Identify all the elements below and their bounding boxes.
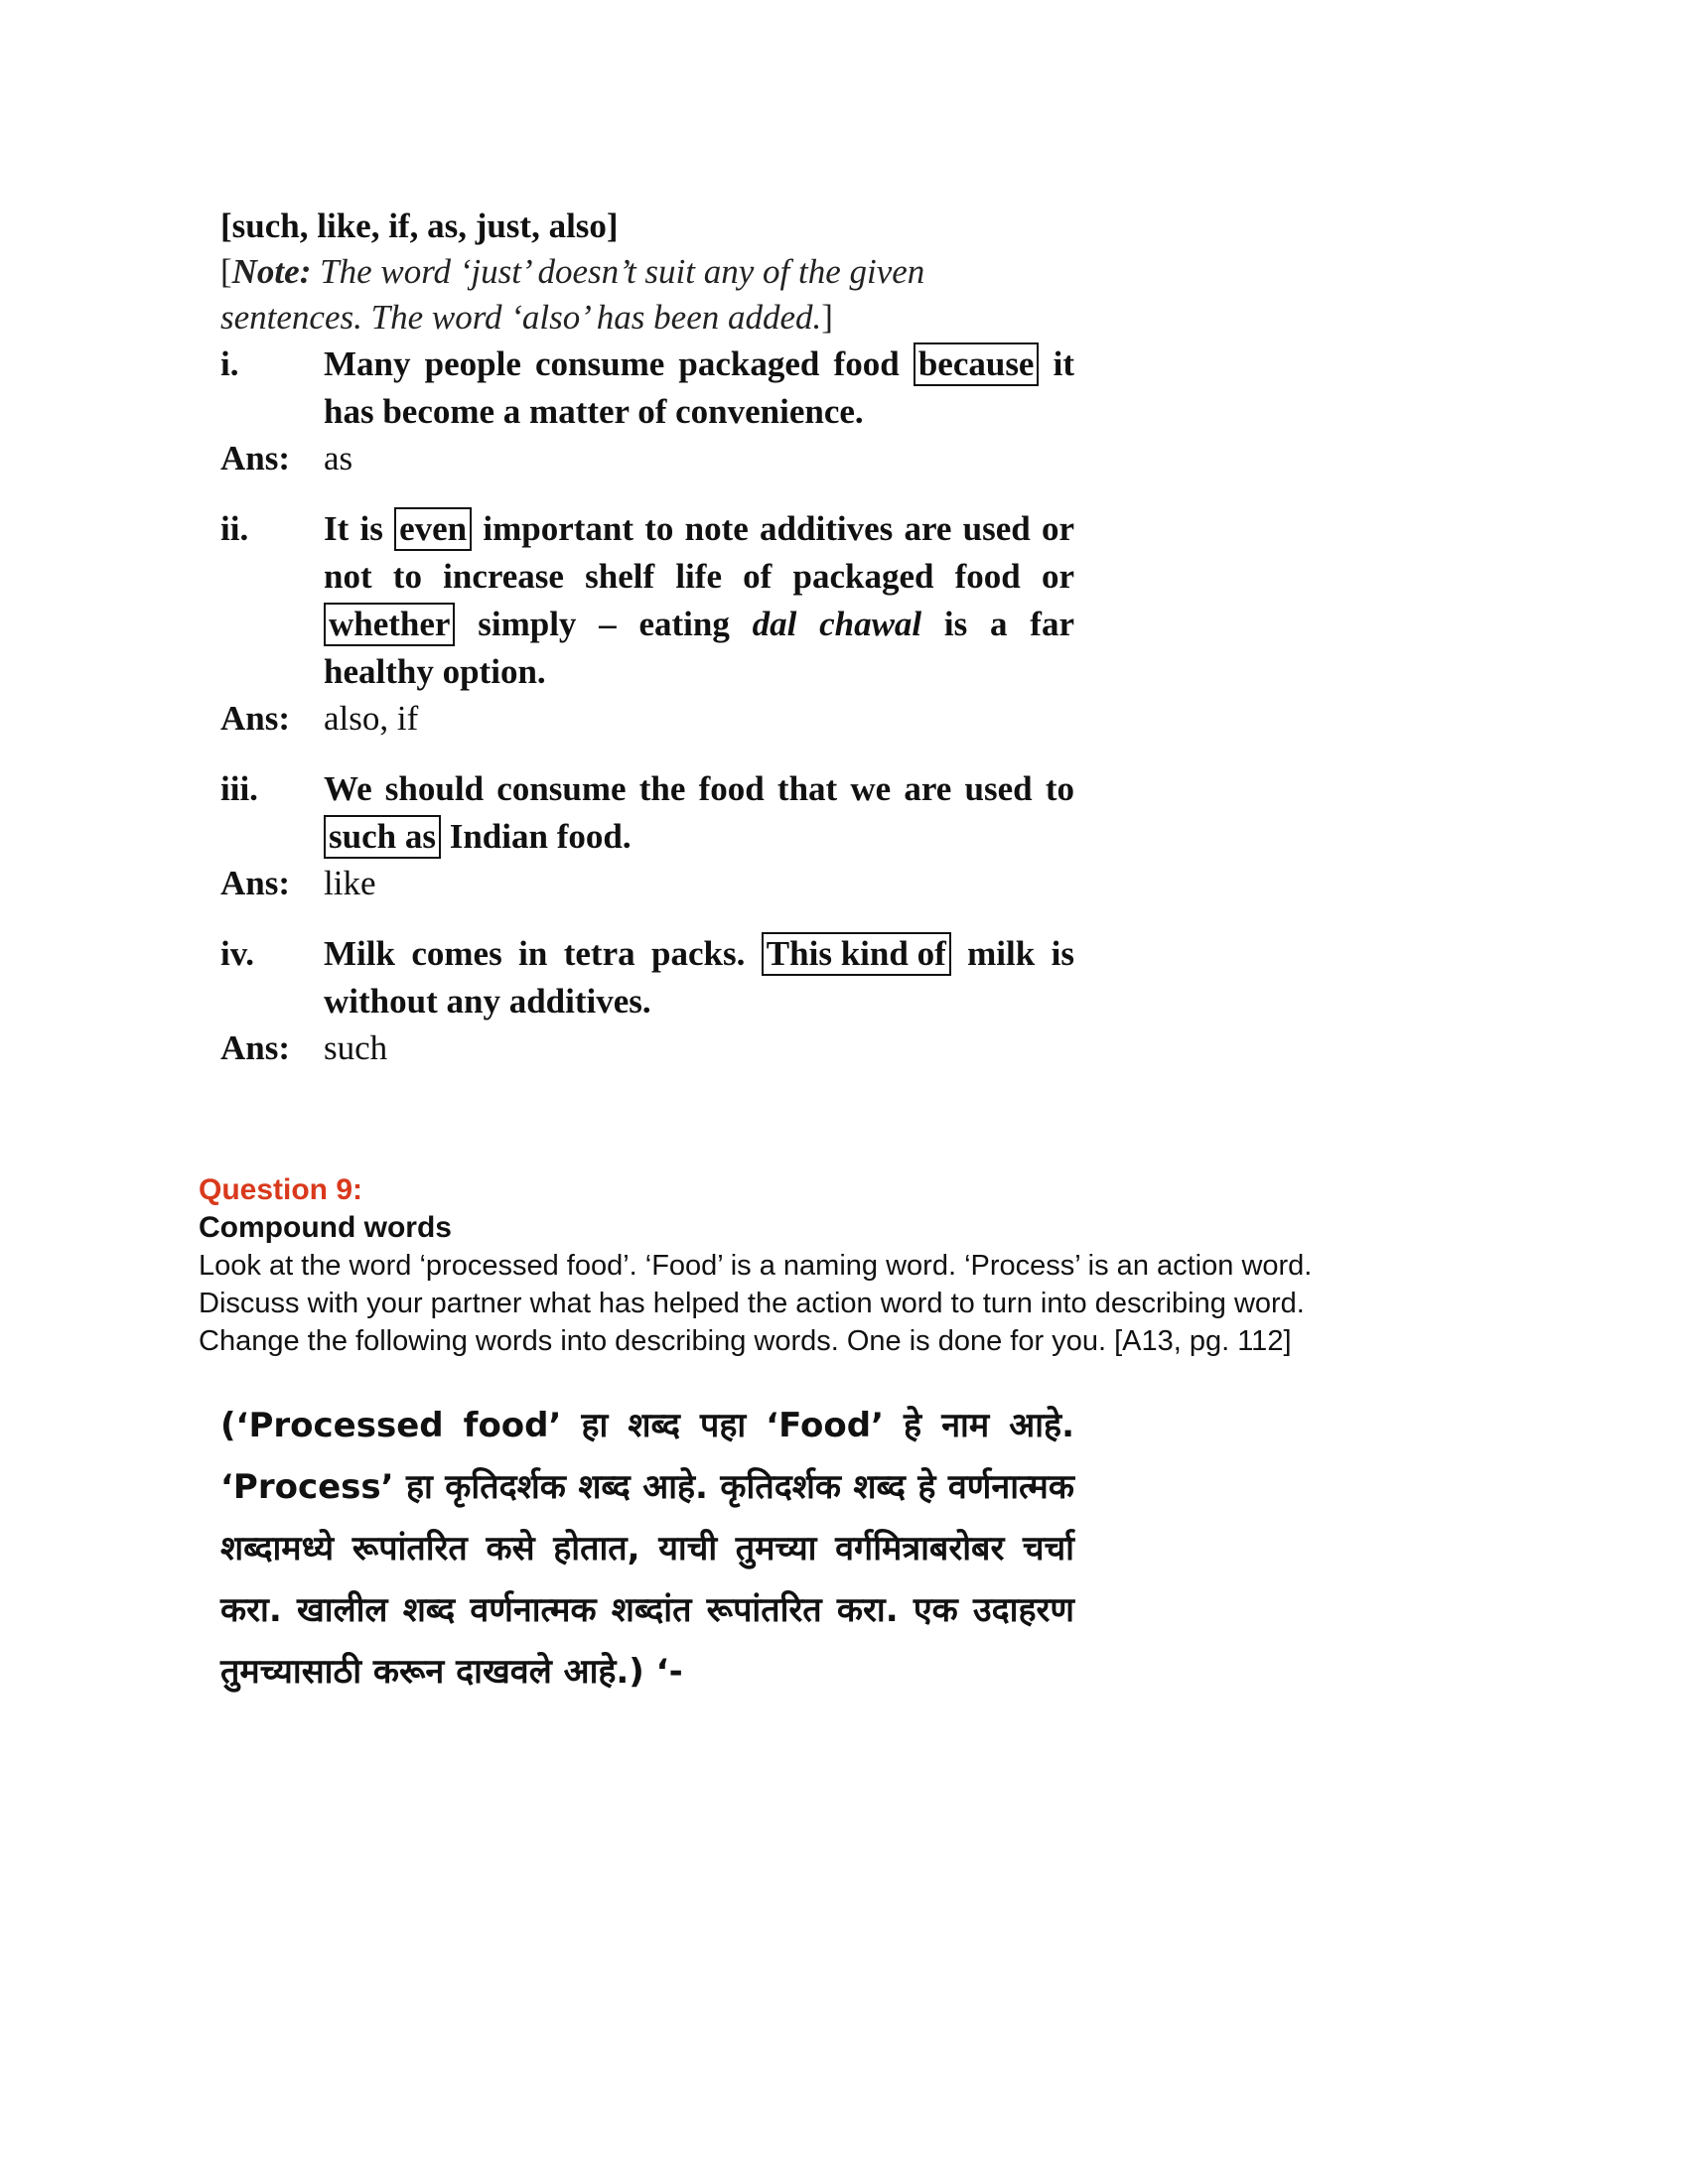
item-number: i. — [220, 344, 239, 383]
sentence-text: Milk comes in tetra packs. — [324, 934, 762, 973]
answer-label: Ans: — [220, 699, 291, 738]
marathi-instruction: (‘Processed food’ हा शब्द पहा ‘Food’ हे नाम आहे. ‘Process’ हा कृतिदर्शक शब्द आहे. कृतिदर्शक शब्द हे वर्णनात्मक शब्दामध्ये रूपांतरित कसे होतात, याची तुमच्या वर्गमित्राबरोबर चर्चा करा. खालील शब्द वर्णनात्मक शब्दांत रूपांतरित करा. एक उदाहरण तुमच्यासाठी करून दाखवले आहे.) ‘- — [220, 1406, 1074, 1692]
exercise-item — [220, 930, 1074, 1025]
boxed-word: such as — [324, 815, 441, 859]
answer-value: also, if — [324, 699, 419, 738]
answer-value: such — [324, 1028, 388, 1067]
answer-label: Ans: — [220, 864, 291, 902]
item-sentence — [324, 341, 1074, 436]
answer-row — [220, 1025, 1074, 1071]
question-9 — [199, 1171, 1529, 1360]
sentence-text: Many people consume packaged food — [324, 344, 914, 383]
sentence-text: it has become a matter of convenience. — [324, 344, 1074, 431]
question-title: Question 9: — [199, 1173, 363, 1206]
exercise-item — [220, 505, 1074, 696]
note — [220, 249, 1074, 341]
item-sentence — [324, 765, 1074, 861]
boxed-word: whether — [324, 603, 455, 646]
exercise-item — [220, 341, 1074, 436]
boxed-word: because — [914, 342, 1040, 386]
item-number: iv. — [220, 934, 255, 973]
note-open-bracket: [ — [220, 252, 232, 291]
note-text: The word ‘just’ doesn’t suit any of the given sentences. The word ‘also’ has been added. — [220, 252, 925, 337]
sentence-text: simply – eating — [455, 605, 753, 643]
sentence-text: is a far healthy option. — [324, 605, 1074, 691]
question-line: Change the following words into describing words. One is done for you. [A13, pg. 112] — [199, 1325, 1292, 1357]
item-number: ii. — [220, 509, 249, 548]
note-close-bracket: ] — [821, 298, 833, 337]
question-line: Look at the word ‘processed food’. ‘Food’ is a naming word. ‘Process’ is an action word. — [199, 1250, 1313, 1282]
item-sentence — [324, 930, 1074, 1025]
item-sentence — [324, 505, 1074, 696]
question-subtitle: Compound words — [199, 1211, 452, 1244]
answer-value: like — [324, 864, 376, 902]
boxed-word: even — [394, 507, 472, 551]
italic-phrase: dal chawal — [752, 605, 922, 643]
exercise-item — [220, 765, 1074, 861]
answer-row — [220, 861, 1074, 906]
answer-row — [220, 436, 1074, 481]
exercise-scan — [220, 204, 1074, 1095]
word-list: [such, like, if, as, just, also] — [220, 206, 619, 245]
sentence-text: Indian food. — [440, 817, 632, 856]
answer-label: Ans: — [220, 1028, 291, 1067]
note-label: Note: — [231, 252, 312, 291]
item-number: iii. — [220, 769, 258, 808]
answer-value: as — [324, 439, 353, 478]
sentence-text: We should consume the food that we are used to — [324, 769, 1074, 808]
sentence-text: important to note additives are used or not to increase shelf life of packaged food or — [324, 509, 1074, 596]
answer-row — [220, 696, 1074, 742]
boxed-word: This kind of — [762, 932, 951, 976]
answer-label: Ans: — [220, 439, 291, 478]
sentence-text: It is — [324, 509, 395, 548]
sentence-text: milk is without any additives. — [324, 934, 1074, 1021]
question-line: Discuss with your partner what has helped the action word to turn into describing word. — [199, 1288, 1305, 1319]
